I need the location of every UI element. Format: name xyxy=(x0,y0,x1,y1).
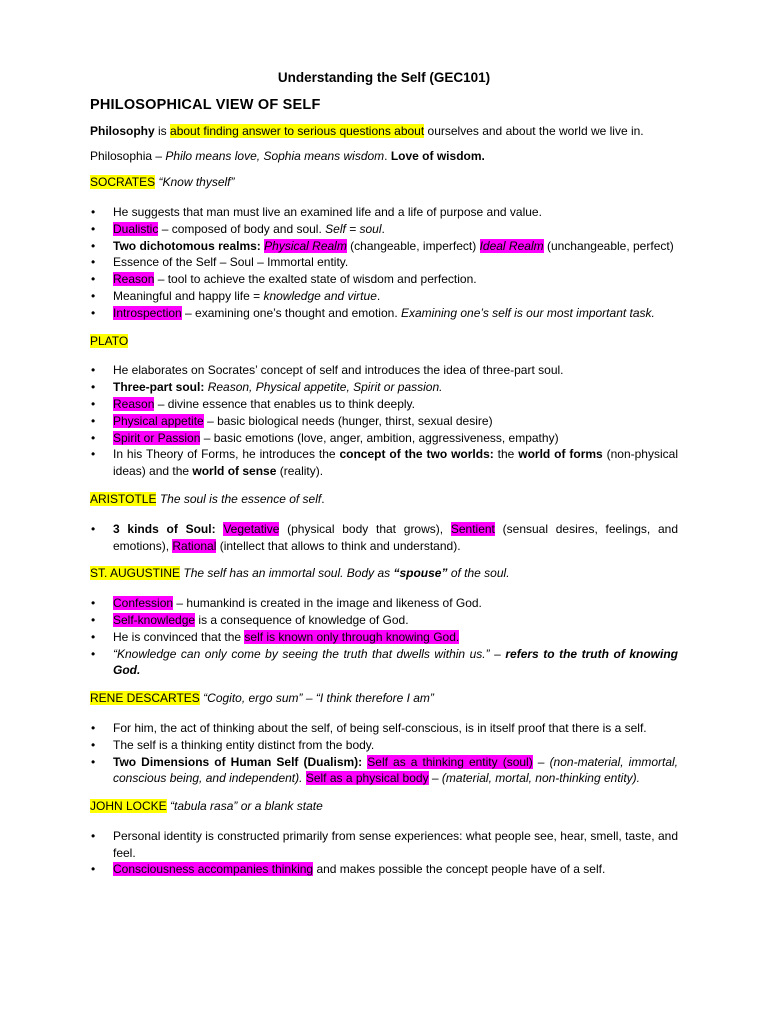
text-run: Three-part soul: xyxy=(113,380,205,395)
highlighted-text: JOHN LOCKE xyxy=(90,799,167,814)
rene-descartes-heading xyxy=(90,690,678,707)
highlighted-text: self is known only through knowing God. xyxy=(244,629,460,644)
text-run: He elaborates on Socrates’ concept of self and introduces the idea of three-part soul. xyxy=(113,363,564,378)
text-run: Two Dimensions of Human Self (Dualism): xyxy=(113,754,363,769)
text-run: – tool to achieve the exalted state of wisdom and perfection. xyxy=(154,272,477,287)
highlighted-text: Sentient xyxy=(450,521,495,536)
highlighted-text: PLATO xyxy=(90,333,129,348)
highlighted-text: Reason xyxy=(113,272,155,287)
text-run: Meaningful and happy life = xyxy=(113,288,264,303)
text-run: concept of the two worlds: xyxy=(339,447,494,462)
st-augustine-heading xyxy=(90,565,678,582)
highlighted-text: ARISTOTLE xyxy=(90,491,157,506)
text-run: . xyxy=(381,221,385,236)
text-run: (sensual desires, feelings, and emotions), xyxy=(113,521,678,553)
text-run: “tabula rasa” or a blank state xyxy=(170,799,323,814)
bullet-item xyxy=(90,396,678,413)
text-run: world of forms xyxy=(518,447,603,462)
intro-paragraph-philosophia xyxy=(90,148,678,165)
document-content xyxy=(90,70,678,889)
highlighted-text: Physical appetite xyxy=(113,413,204,428)
text-run: – xyxy=(532,754,550,769)
highlighted-text: Vegetative xyxy=(223,521,280,536)
text-run: (physical body that grows), xyxy=(279,521,451,536)
intro-paragraph-philosophy xyxy=(90,123,678,140)
bullet-item xyxy=(90,379,678,396)
text-run: Philo means love, Sophia means wisdom xyxy=(165,149,385,164)
text-run: The self has an immortal soul. Body as xyxy=(183,566,394,581)
bullet-item xyxy=(90,629,678,646)
text-run: – examining one’s thought and emotion. xyxy=(181,305,401,320)
john-locke-heading xyxy=(90,798,678,815)
text-run: ourselves and about the world we live in. xyxy=(424,123,644,138)
text-run: – basic emotions (love, anger, ambition, aggressiveness, empathy) xyxy=(200,430,559,445)
highlighted-text: Dualistic xyxy=(113,221,159,236)
bullet-item xyxy=(90,204,678,221)
text-run: For him, the act of thinking about the self, of being self-conscious, is in itself proof that there is a self. xyxy=(113,720,647,735)
text-run: of the soul. xyxy=(447,566,510,581)
bullet-item xyxy=(90,828,678,862)
text-run: refers to the truth of knowing God. xyxy=(113,646,678,678)
bullet-item xyxy=(90,430,678,447)
highlighted-text: Self as a physical body xyxy=(305,771,429,786)
bullet-item xyxy=(90,254,678,271)
plato-bullet-list xyxy=(90,362,678,480)
text-run: The self is a thinking entity distinct from the body. xyxy=(113,737,375,752)
text-run: (unchangeable, perfect) xyxy=(543,238,674,253)
text-run: – humankind is created in the image and likeness of God. xyxy=(173,596,482,611)
text-run: is xyxy=(154,123,171,138)
text-run: Love of wisdom. xyxy=(390,149,485,164)
highlighted-text: Physical Realm xyxy=(264,238,347,253)
text-run: Philosophia – xyxy=(90,149,166,164)
text-run: “Knowledge can only come by seeing the truth that dwells within us.” xyxy=(113,646,490,661)
aristotle-bullet-list xyxy=(90,521,678,555)
rene-descartes-bullet-list xyxy=(90,720,678,787)
text-run: Reason, Physical appetite, Spirit or passion. xyxy=(207,380,443,395)
bullet-item xyxy=(90,288,678,305)
text-run: (non-material, immortal, conscious being, and independent). xyxy=(113,754,679,786)
bullet-item xyxy=(90,305,678,322)
text-run: In his Theory of Forms, he introduces the xyxy=(113,447,340,462)
text-run: . xyxy=(376,288,381,303)
highlighted-text: Self-knowledge xyxy=(113,612,196,627)
bullet-item xyxy=(90,646,678,680)
text-run: world of sense xyxy=(192,464,277,479)
bullet-item xyxy=(90,861,678,878)
plato-heading xyxy=(90,333,678,350)
highlighted-text: Introspection xyxy=(113,305,182,320)
main-heading: PHILOSOPHICAL VIEW OF SELF xyxy=(90,96,321,113)
highlighted-text: Spirit or Passion xyxy=(113,430,201,445)
text-run: (non-physical ideas) and the xyxy=(113,447,678,479)
text-run: Personal identity is constructed primarily from sense experiences: what people see, hear, smell, taste, and feel. xyxy=(113,828,678,860)
bullet-item xyxy=(90,754,678,788)
bullet-item xyxy=(90,612,678,629)
text-run: – composed of body and soul. xyxy=(158,221,326,236)
highlighted-text: Reason xyxy=(113,396,155,411)
socrates-bullet-list xyxy=(90,204,678,322)
highlighted-text: Confession xyxy=(113,596,174,611)
text-run: Examining one’s self is our most important task. xyxy=(400,305,655,320)
socrates-heading xyxy=(90,174,678,191)
highlighted-text: about finding answer to serious questions about xyxy=(170,123,425,138)
text-run: Philosophy xyxy=(90,123,155,138)
text-run: He is convinced that the xyxy=(113,629,245,644)
text-run: the xyxy=(493,447,519,462)
sections-container xyxy=(90,174,678,878)
bullet-item xyxy=(90,413,678,430)
text-run: 3 kinds of Soul: xyxy=(113,521,216,536)
highlighted-text: Consciousness accompanies thinking xyxy=(113,862,314,877)
highlighted-text: SOCRATES xyxy=(90,175,156,190)
bullet-item xyxy=(90,521,678,555)
text-run: and makes possible the concept people have of a self. xyxy=(313,862,606,877)
text-run: . xyxy=(384,149,391,164)
bullet-item xyxy=(90,238,678,255)
text-run: . xyxy=(321,491,325,506)
text-run: Self = soul xyxy=(325,221,382,236)
bullet-item xyxy=(90,362,678,379)
bullet-item xyxy=(90,446,678,480)
text-run: – xyxy=(489,646,506,661)
text-run: – basic biological needs (hunger, thirst, sexual desire) xyxy=(203,413,493,428)
highlighted-text: Ideal Realm xyxy=(479,238,544,253)
john-locke-bullet-list xyxy=(90,828,678,878)
text-run: The soul is the essence of self xyxy=(159,491,322,506)
bullet-item xyxy=(90,737,678,754)
highlighted-text: ST. AUGUSTINE xyxy=(90,566,181,581)
text-run: knowledge and virtue xyxy=(263,288,377,303)
text-run: Essence of the Self – Soul – Immortal entity. xyxy=(113,255,349,270)
text-run: (changeable, imperfect) xyxy=(346,238,480,253)
text-run: “spouse” xyxy=(393,566,448,581)
highlighted-text: Self as a thinking entity (soul) xyxy=(367,754,533,769)
highlighted-text: Rational xyxy=(172,538,217,553)
text-run: is a consequence of knowledge of God. xyxy=(195,612,409,627)
st-augustine-bullet-list xyxy=(90,595,678,679)
text-run: (material, mortal, non-thinking entity). xyxy=(441,771,640,786)
text-run: Two dichotomous realms: xyxy=(113,238,261,253)
text-run: – divine essence that enables us to think deeply. xyxy=(154,396,415,411)
text-run: (intellect that allows to think and understand). xyxy=(216,538,461,553)
text-run: (reality). xyxy=(276,464,324,479)
highlighted-text: RENE DESCARTES xyxy=(90,691,200,706)
text-run: – xyxy=(428,771,442,786)
aristotle-heading xyxy=(90,491,678,508)
bullet-item xyxy=(90,221,678,238)
text-run: “Know thyself” xyxy=(158,175,235,190)
bullet-item xyxy=(90,720,678,737)
bullet-item xyxy=(90,595,678,612)
text-run: He suggests that man must live an examined life and a life of purpose and value. xyxy=(113,204,542,219)
document-title: Understanding the Self (GEC101) xyxy=(277,70,491,85)
bullet-item xyxy=(90,271,678,288)
text-run: “Cogito, ergo sum” – “I think therefore I am” xyxy=(203,691,434,706)
